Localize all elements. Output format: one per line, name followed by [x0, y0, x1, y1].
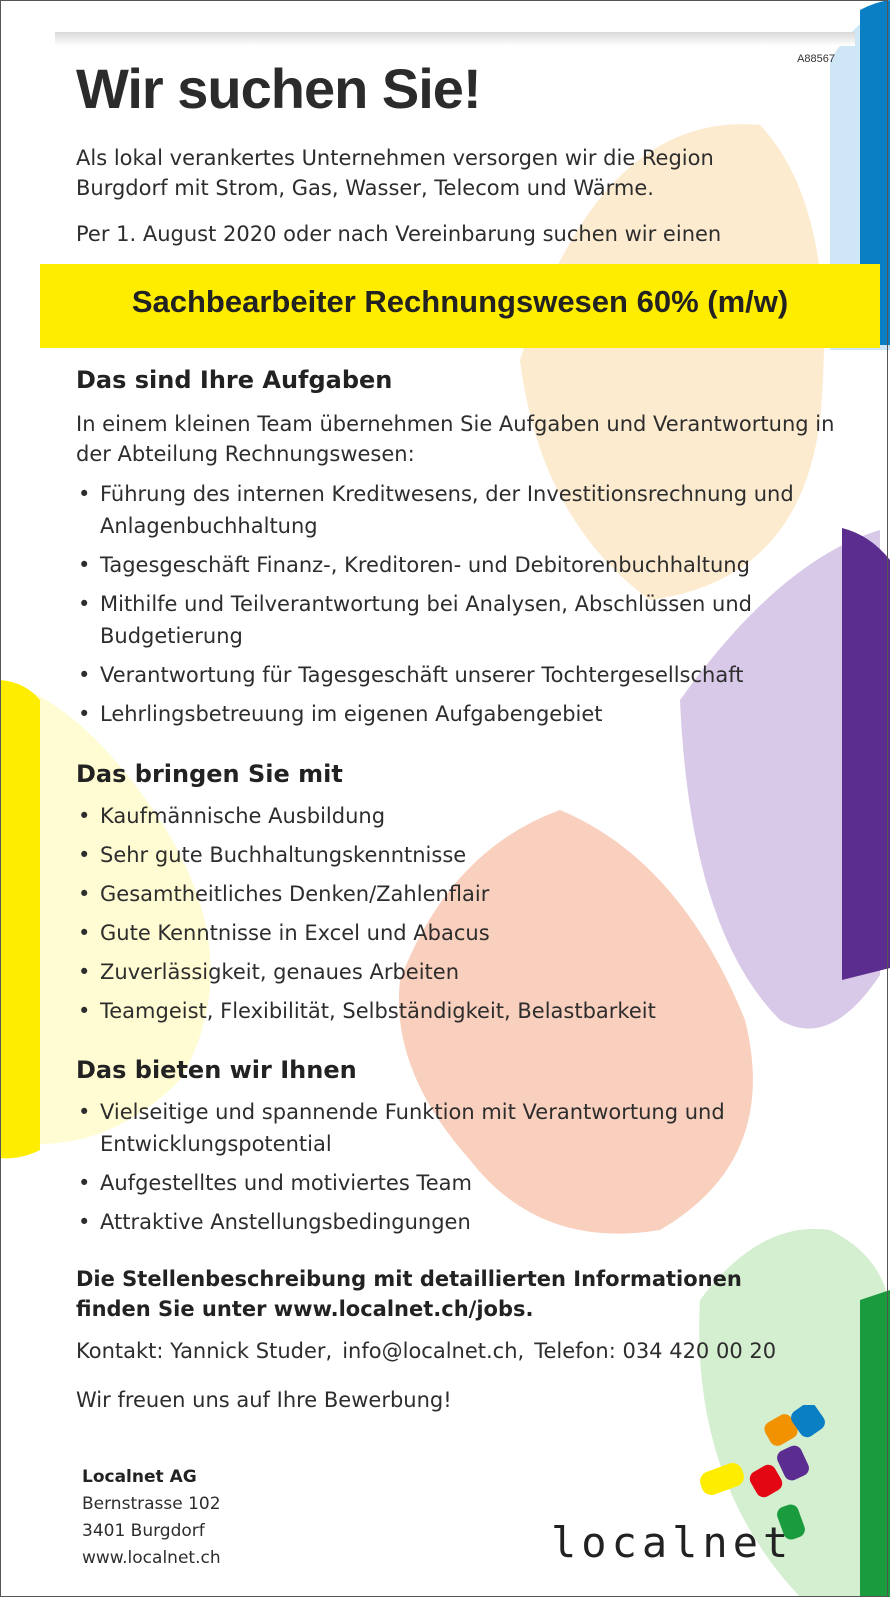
list-item: • Aufgestelltes und motiviertes Team [76, 1167, 836, 1199]
requirements-heading: Das bringen Sie mit [76, 760, 343, 788]
job-title: Sachbearbeiter Rechnungswesen 60% (m/w) [131, 284, 789, 319]
contact-name: Kontakt: Yannick Studer, [76, 1339, 333, 1363]
company-address [82, 1464, 221, 1572]
contact-email[interactable]: info@localnet.ch, [342, 1339, 525, 1363]
list-item: • Zuverlässigkeit, genaues Arbeiten [76, 956, 836, 988]
headline: Wir suchen Sie! [76, 57, 481, 120]
details-note: Die Stellenbeschreibung mit detaillierten Informationen finden Sie unter www.localnet.ch/jobs. [76, 1267, 742, 1321]
localnet-wordmark: localnet [551, 1518, 794, 1567]
list-item: • Gesamtheitliches Denken/Zahlenflair [76, 878, 836, 910]
tasks-list [76, 478, 836, 737]
address-city: 3401 Burgdorf [82, 1521, 205, 1541]
contact-line [76, 1336, 856, 1366]
list-item: • Vielseitige und spannende Funktion mit Verantwortung und Entwicklungspotential [76, 1096, 836, 1160]
logo-leaf-yellow [697, 1460, 747, 1498]
intro-text: Als lokal verankertes Unternehmen versorgen wir die Region Burgdorf mit Strom, Gas, Wasser, Telecom und Wärme. [76, 146, 714, 200]
logo-leaf-purple [774, 1443, 811, 1483]
list-item: • Attraktive Anstellungsbedingungen [76, 1206, 836, 1238]
list-item: • Tagesgeschäft Finanz-, Kreditoren- und Debitorenbuchhaltung [76, 549, 836, 581]
requirements-list [76, 800, 836, 1034]
offer-list [76, 1096, 836, 1245]
list-item: • Kaufmännische Ausbildung [76, 800, 836, 832]
tasks-intro: In einem kleinen Team übernehmen Sie Aufgaben und Verantwortung in der Abteilung Rechnungswesen: [76, 412, 835, 466]
list-item: • Teamgeist, Flexibilität, Selbständigkeit, Belastbarkeit [76, 995, 836, 1027]
list-item: • Verantwortung für Tagesgeschäft unserer Tochtergesellschaft [76, 659, 836, 691]
address-street: Bernstrasse 102 [82, 1494, 221, 1514]
offer-heading: Das bieten wir Ihnen [76, 1056, 357, 1084]
tasks-heading: Das sind Ihre Aufgaben [76, 366, 393, 394]
list-item: • Führung des internen Kreditwesens, der Investitionsrechnung und Anlagenbuchhaltung [76, 478, 836, 542]
lead-text: Per 1. August 2020 oder nach Vereinbarung suchen wir einen [76, 222, 722, 246]
list-item: • Mithilfe und Teilverantwortung bei Analysen, Abschlüssen und Budgetierung [76, 588, 836, 652]
list-item: • Sehr gute Buchhaltungskenntnisse [76, 839, 836, 871]
list-item: • Lehrlingsbetreuung im eigenen Aufgabengebiet [76, 698, 836, 730]
closing-text: Wir freuen uns auf Ihre Bewerbung! [76, 1388, 452, 1412]
contact-phone: Telefon: 034 420 00 20 [534, 1339, 777, 1363]
company-name: Localnet AG [82, 1467, 197, 1487]
logo-leaf-red [747, 1462, 785, 1500]
job-title-banner [40, 264, 880, 348]
list-item: • Gute Kenntnisse in Excel und Abacus [76, 917, 836, 949]
reference-code: A88567 [797, 53, 835, 65]
company-website[interactable]: www.localnet.ch [82, 1548, 221, 1568]
